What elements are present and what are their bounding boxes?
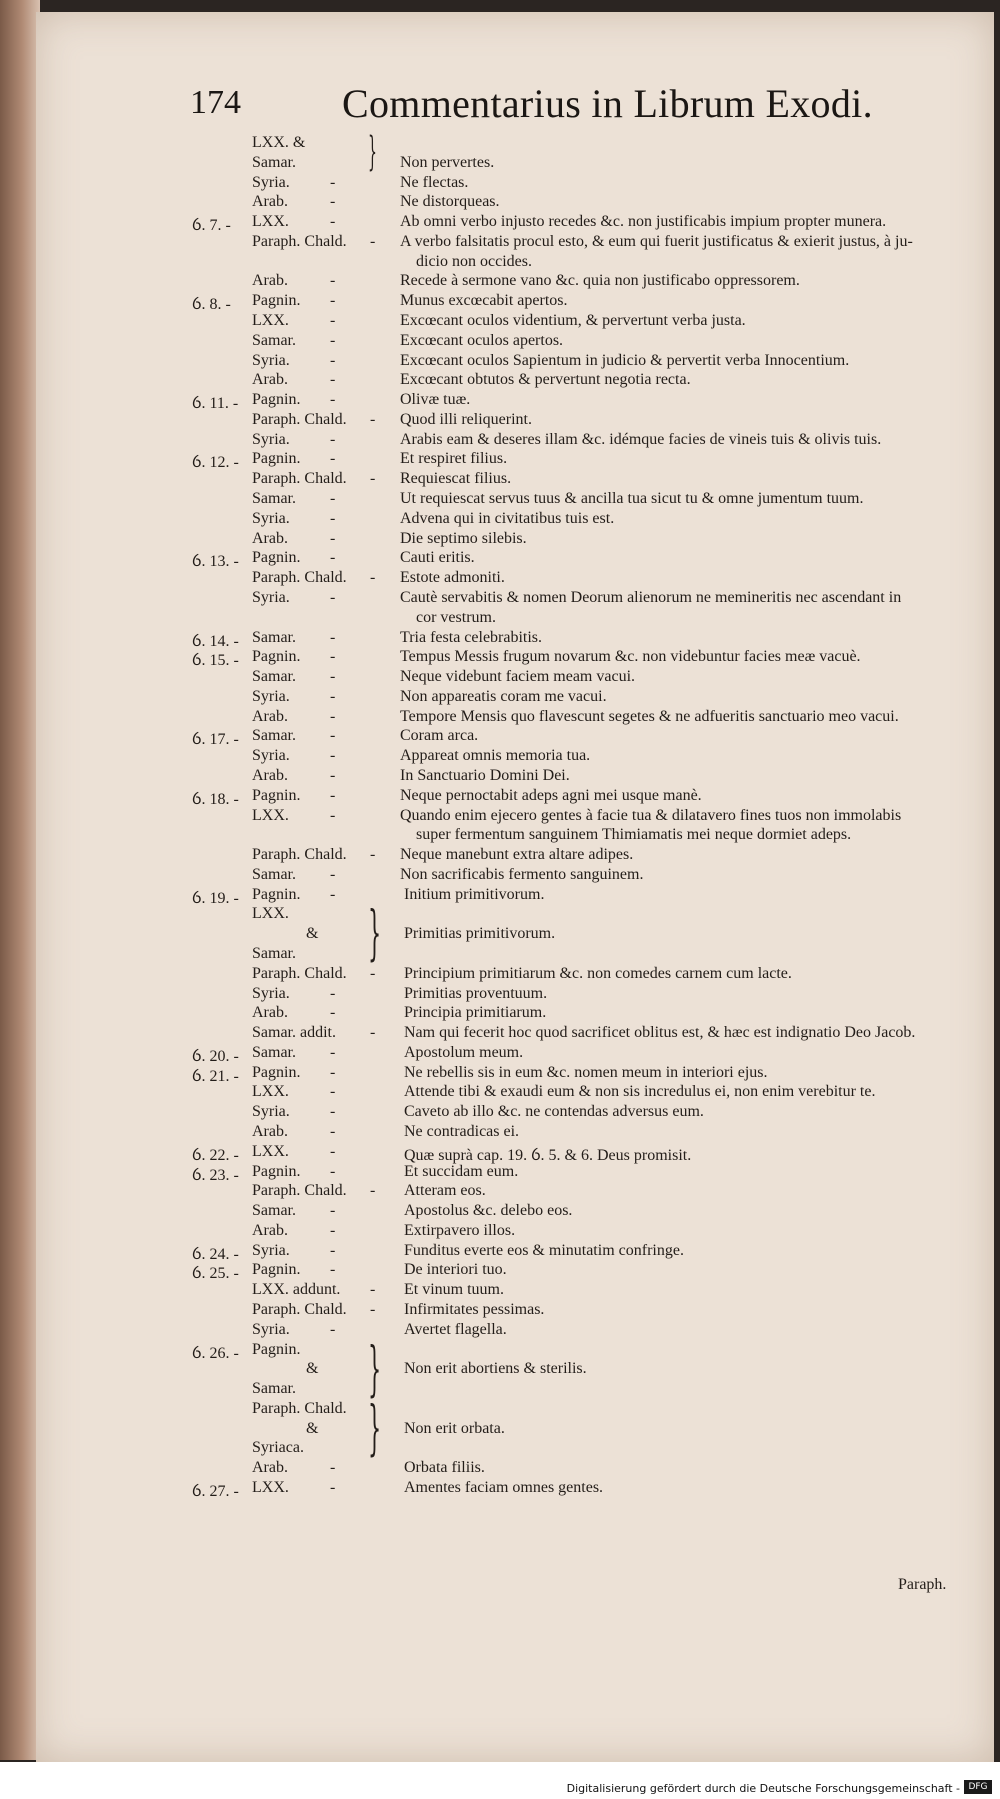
translation-text: Cautè servabitis & nomen Deorum alienorum ne memineritis nec ascendant in [400, 588, 902, 606]
verse-number: ỽ. 18. - [192, 790, 239, 808]
source-label: Syria. [252, 1320, 290, 1338]
translation-text: Primitias proventuum. [404, 984, 548, 1002]
commentary-line [0, 154, 1000, 174]
translation-text: Quod illi reliquerint. [400, 410, 532, 428]
commentary-line [0, 1380, 1000, 1400]
commentary-line [0, 1439, 1000, 1459]
source-label: Arab. [252, 371, 288, 389]
translation-text: Excœcant obtutos & pervertunt negotia recta. [400, 371, 691, 389]
translation-text: Requiescat filius. [400, 470, 512, 488]
source-label: LXX. [252, 213, 289, 231]
dash-separator: - [330, 1261, 336, 1279]
dash-separator: - [330, 984, 336, 1002]
translation-text: Ne flectas. [400, 173, 469, 191]
dash-separator: - [330, 490, 336, 508]
commentary-line [0, 629, 1000, 649]
source-label: Pagnin. [252, 786, 301, 804]
translation-text: Principia primitiarum. [404, 1004, 547, 1022]
translation-text: Excœcant oculos videntium, & pervertunt verba justa. [400, 312, 746, 330]
translation-text: Infirmitates pessimas. [404, 1301, 545, 1319]
commentary-line [0, 1182, 1000, 1202]
translation-text: Nam qui fecerit hoc quod sacrificet oblitus est, & hæc est indignatio Deo Jacob. [404, 1024, 916, 1042]
source-label: Arab. [252, 529, 288, 547]
dash-separator: - [330, 1103, 336, 1121]
source-label: Arab. [252, 1123, 288, 1140]
translation-text: Non pervertes. [400, 153, 495, 171]
grouping-brace: } [368, 1392, 382, 1462]
commentary-line [0, 1103, 1000, 1123]
source-label: & [306, 1360, 319, 1378]
dash-separator: - [330, 707, 336, 725]
commentary-line [0, 332, 1000, 352]
commentary-line [0, 727, 1000, 747]
commentary-line [0, 965, 1000, 985]
source-label: Paraph. Chald. [252, 964, 347, 982]
verse-number: ỽ. 15. - [192, 652, 239, 670]
source-label: Syria. [252, 687, 290, 705]
commentary-line [0, 945, 1000, 965]
commentary-line [0, 213, 1000, 233]
commentary-line [0, 569, 1000, 589]
translation-text: Quæ suprà cap. 19. ỽ. 5. & 6. Deus promisit. [404, 1146, 692, 1164]
commentary-line [0, 609, 1000, 629]
dash-separator: - [330, 549, 336, 567]
commentary-line [0, 193, 1000, 213]
commentary-line [0, 708, 1000, 728]
translation-text: Caveto ab illo &c. ne contendas adversus eum. [404, 1103, 704, 1121]
translation-text: Ne contradicas ei. [404, 1123, 520, 1140]
commentary-line [0, 886, 1000, 906]
commentary-line [0, 866, 1000, 886]
commentary-line [0, 807, 1000, 827]
translation-text: Neque videbunt faciem meam vacui. [400, 668, 636, 686]
source-label: LXX. [252, 806, 289, 824]
commentary-line [0, 767, 1000, 787]
verse-number: ỽ. 25. - [192, 1265, 239, 1283]
translation-text: Attende tibi & exaudi eum & non sis incredulus ei, non enim verebitur te. [404, 1083, 876, 1101]
source-label: Pagnin. [252, 450, 301, 468]
dash-separator: - [330, 529, 336, 547]
dash-separator: - [330, 747, 336, 765]
commentary-line [0, 411, 1000, 431]
source-label: Arab. [252, 766, 288, 784]
dash-separator: - [370, 232, 376, 250]
source-label: Pagnin. [252, 1162, 301, 1180]
commentary-line [0, 1341, 1000, 1361]
commentary-line [0, 233, 1000, 253]
commentary-line [0, 470, 1000, 490]
commentary-line [0, 352, 1000, 372]
commentary-line [0, 925, 1000, 945]
source-label: LXX. addunt. [252, 1281, 341, 1299]
source-label: Pagnin. [252, 648, 301, 666]
translation-text: Tria festa celebrabitis. [400, 628, 543, 646]
verse-number: ỽ. 13. - [192, 553, 239, 571]
dash-separator: - [330, 628, 336, 646]
translation-text: Ne distorqueas. [400, 193, 500, 211]
source-label: Pagnin. [252, 1261, 301, 1279]
commentary-line [0, 1420, 1000, 1440]
commentary-line [0, 1202, 1000, 1222]
source-label: Samar. [252, 628, 296, 646]
commentary-line [0, 1459, 1000, 1479]
commentary-line [0, 1024, 1000, 1044]
translation-continuation: cor vestrum. [416, 608, 496, 626]
dash-separator: - [330, 1063, 336, 1081]
commentary-line [0, 846, 1000, 866]
translation-text: Tempus Messis frugum novarum &c. non videbuntur facies meæ vacuè. [400, 648, 861, 666]
catchword: Paraph. [898, 1576, 947, 1593]
translation-text: Olivæ tuæ. [400, 391, 471, 409]
commentary-line [0, 450, 1000, 470]
commentary-line [0, 549, 1000, 569]
source-label: LXX. [252, 905, 289, 923]
dash-separator: - [330, 1221, 336, 1239]
commentary-line [0, 747, 1000, 767]
dash-separator: - [330, 193, 336, 211]
source-label: Samar. [252, 865, 296, 883]
dash-separator: - [330, 331, 336, 349]
translation-continuation: super fermentum sanguinem Thimiamatis mei neque dormiet adeps. [416, 826, 852, 844]
dash-separator: - [330, 1142, 336, 1160]
footer-credit: Digitalisierung gefördert durch die Deutsche Forschungsgemeinschaft - [566, 1782, 960, 1795]
translation-text: Orbata filiis. [404, 1459, 485, 1477]
source-label: LXX. [252, 1083, 289, 1101]
commentary-line [0, 1281, 1000, 1301]
translation-text: Cauti eritis. [400, 549, 475, 567]
source-label: Syriaca. [252, 1439, 304, 1457]
translation-text: Neque manebunt extra altare adipes. [400, 846, 634, 864]
dash-separator: - [330, 865, 336, 883]
source-label: Arab. [252, 1221, 288, 1239]
dash-separator: - [330, 450, 336, 468]
translation-text: Et vinum tuum. [404, 1281, 504, 1299]
source-label: Paraph. Chald. [252, 1301, 347, 1319]
dash-separator: - [370, 1024, 376, 1042]
dash-separator: - [370, 410, 376, 428]
source-label: Paraph. Chald. [252, 232, 347, 250]
dash-separator: - [330, 1004, 336, 1022]
commentary-line [0, 1479, 1000, 1499]
commentary-line [0, 1143, 1000, 1163]
dfg-logo: DFG [964, 1780, 992, 1794]
dash-separator: - [330, 1043, 336, 1061]
translation-text: Excœcant oculos Sapientum in judicio & pervertit verba Innocentium. [400, 351, 850, 369]
source-label: Paraph. Chald. [252, 1399, 347, 1417]
source-label: Samar. addit. [252, 1024, 336, 1042]
source-label: Samar. [252, 1380, 296, 1398]
dash-separator: - [330, 371, 336, 389]
dash-separator: - [370, 1182, 376, 1200]
dash-separator: - [330, 391, 336, 409]
source-label: Syria. [252, 1241, 290, 1259]
translation-text: Die septimo silebis. [400, 529, 527, 547]
commentary-line [0, 490, 1000, 510]
commentary-line [0, 1044, 1000, 1064]
dash-separator: - [330, 1083, 336, 1101]
translation-text: Appareat omnis memoria tua. [400, 747, 591, 765]
commentary-line [0, 688, 1000, 708]
translation-text: Et succidam eum. [404, 1162, 519, 1180]
translation-text: Atteram eos. [404, 1182, 486, 1200]
source-label: Pagnin. [252, 549, 301, 567]
dash-separator: - [330, 588, 336, 606]
translation-text: Apostolum meum. [404, 1043, 524, 1061]
dash-separator: - [330, 786, 336, 804]
source-label: Paraph. Chald. [252, 846, 347, 864]
grouping-brace: } [368, 1333, 382, 1403]
translation-text: Principium primitiarum &c. non comedes carnem cum lacte. [404, 964, 792, 982]
source-label: Syria. [252, 588, 290, 606]
translation-text: Non erit orbata. [404, 1419, 505, 1437]
commentary-line [0, 312, 1000, 332]
dash-separator: - [330, 1123, 336, 1140]
verse-number: ỽ. 24. - [192, 1245, 239, 1263]
verse-number: ỽ. 23. - [192, 1166, 239, 1184]
source-label: Samar. [252, 944, 296, 962]
commentary-line [0, 1360, 1000, 1380]
verse-number: ỽ. 19. - [192, 889, 239, 907]
verse-number: ỽ. 11. - [192, 395, 239, 413]
commentary-line [0, 985, 1000, 1005]
verse-number: ỽ. 8. - [192, 296, 231, 314]
source-label: Arab. [252, 272, 288, 290]
dash-separator: - [370, 964, 376, 982]
dash-separator: - [330, 648, 336, 666]
translation-text: A verbo falsitatis procul esto, & eum qui fuerit justificatus & exierit justus, à ju- [400, 232, 913, 250]
grouping-brace: } [368, 129, 377, 175]
dash-separator: - [370, 1301, 376, 1319]
source-label: & [306, 1419, 319, 1437]
commentary-line [0, 668, 1000, 688]
commentary-line [0, 1301, 1000, 1321]
source-label: Samar. [252, 727, 296, 745]
verse-number: ỽ. 14. - [192, 632, 239, 650]
verse-number: ỽ. 20. - [192, 1047, 239, 1065]
translation-text: Apostolus &c. delebo eos. [404, 1202, 573, 1220]
translation-text: Neque pernoctabit adeps agni mei usque manè. [400, 786, 702, 804]
commentary-line [0, 1163, 1000, 1183]
commentary-line [0, 589, 1000, 609]
source-label: Samar. [252, 331, 296, 349]
source-label: Pagnin. [252, 1340, 301, 1358]
source-label: Arab. [252, 1004, 288, 1022]
verse-number: ỽ. 26. - [192, 1344, 239, 1362]
dash-separator: - [330, 1479, 336, 1497]
source-label: Paraph. Chald. [252, 470, 347, 488]
source-label: Syria. [252, 1103, 290, 1121]
dash-separator: - [330, 173, 336, 191]
translation-text: Non appareatis coram me vacui. [400, 687, 607, 705]
dash-separator: - [370, 470, 376, 488]
source-label: Samar. [252, 490, 296, 508]
commentary-line [0, 510, 1000, 530]
commentary-line [0, 1083, 1000, 1103]
dash-separator: - [330, 509, 336, 527]
commentary-line [0, 530, 1000, 550]
translation-text: Initium primitivorum. [404, 885, 545, 903]
dash-separator: - [330, 272, 336, 290]
source-label: LXX. [252, 1479, 289, 1497]
dash-separator: - [330, 885, 336, 903]
dash-separator: - [330, 668, 336, 686]
translation-continuation: dicio non occides. [416, 252, 532, 270]
translation-text: In Sanctuario Domini Dei. [400, 766, 570, 784]
page-title: Commentarius in Librum Exodi. [342, 81, 873, 126]
dash-separator: - [330, 766, 336, 784]
source-label: Pagnin. [252, 885, 301, 903]
commentary-line [0, 391, 1000, 411]
dash-separator: - [330, 1241, 336, 1259]
dash-separator: - [330, 727, 336, 745]
translation-text: Excœcant oculos apertos. [400, 331, 564, 349]
dash-separator: - [330, 351, 336, 369]
verse-number: ỽ. 22. - [192, 1146, 239, 1164]
translation-text: Recede à sermone vano &c. quia non justificabo oppressorem. [400, 272, 800, 290]
translation-text: Non sacrificabis fermento sanguinem. [400, 865, 644, 883]
source-label: Syria. [252, 173, 290, 191]
commentary-line [0, 1064, 1000, 1084]
translation-text: Advena qui in civitatibus tuis est. [400, 509, 615, 527]
commentary-line [0, 431, 1000, 451]
translation-text: Quando enim ejecero gentes à facie tua & dilatavero fines tuos non immolabis [400, 806, 902, 824]
commentary-line [0, 1222, 1000, 1242]
translation-text: Extirpavero illos. [404, 1221, 516, 1239]
translation-text: Ut requiescat servus tuus & ancilla tua sicut tu & omne jumentum tuum. [400, 490, 864, 508]
verse-number: ỽ. 21. - [192, 1067, 239, 1085]
translation-text: Tempore Mensis quo flavescunt segetes & ne adfueritis sanctuario meo vacui. [400, 707, 899, 725]
translation-text: Et respiret filius. [400, 450, 508, 468]
source-label: Paraph. Chald. [252, 1182, 347, 1200]
dash-separator: - [330, 687, 336, 705]
verse-number: ỽ. 7. - [192, 217, 231, 235]
commentary-line [0, 1123, 1000, 1143]
verse-number: ỽ. 17. - [192, 731, 239, 749]
dash-separator: - [370, 569, 376, 587]
grouping-brace: } [368, 898, 382, 968]
dash-separator: - [330, 213, 336, 231]
dash-separator: - [370, 846, 376, 864]
commentary-line [0, 1261, 1000, 1281]
commentary-line [0, 272, 1000, 292]
source-label: Syria. [252, 509, 290, 527]
commentary-line [0, 371, 1000, 391]
dash-separator: - [370, 1281, 376, 1299]
translation-text: Munus excœcabit apertos. [400, 292, 568, 310]
translation-text: De interiori tuo. [404, 1261, 507, 1279]
translation-text: Coram arca. [400, 727, 479, 745]
commentary-line [0, 787, 1000, 807]
commentary-line [0, 1321, 1000, 1341]
translation-text: Primitias primitivorum. [404, 925, 556, 943]
translation-text: Funditus everte eos & minutatim confringe. [404, 1241, 684, 1259]
dash-separator: - [330, 1202, 336, 1220]
source-label: Samar. [252, 1202, 296, 1220]
commentary-line [0, 826, 1000, 846]
commentary-line [0, 134, 1000, 154]
dash-separator: - [330, 1459, 336, 1477]
translation-text: Arabis eam & deseres illam &c. idémque facies de vineis tuis & olivis tuis. [400, 430, 882, 448]
translation-text: Ne rebellis sis in eum &c. nomen meum in interiori ejus. [404, 1063, 768, 1081]
commentary-line [0, 905, 1000, 925]
source-label: Samar. [252, 1043, 296, 1061]
dash-separator: - [330, 430, 336, 448]
verse-number: ỽ. 12. - [192, 454, 239, 472]
translation-text: Avertet flagella. [404, 1320, 507, 1338]
source-label: Pagnin. [252, 292, 301, 310]
translation-text: Non erit abortiens & sterilis. [404, 1360, 587, 1378]
source-label: Samar. [252, 153, 296, 171]
translation-text: Ab omni verbo injusto recedes &c. non justificabis impium propter munera. [400, 213, 887, 231]
source-label: Arab. [252, 193, 288, 211]
dash-separator: - [330, 292, 336, 310]
source-label: Paraph. Chald. [252, 569, 347, 587]
commentary-line [0, 1004, 1000, 1024]
source-label: Arab. [252, 707, 288, 725]
translation-text: Estote admoniti. [400, 569, 505, 587]
source-label: Pagnin. [252, 391, 301, 409]
translation-text: Amentes faciam omnes gentes. [404, 1479, 604, 1497]
source-label: Syria. [252, 430, 290, 448]
source-label: LXX. & [252, 134, 306, 151]
commentary-line [0, 292, 1000, 312]
commentary-line [0, 648, 1000, 668]
source-label: Pagnin. [252, 1063, 301, 1081]
dash-separator: - [330, 1320, 336, 1338]
dash-separator: - [330, 1162, 336, 1180]
commentary-line [0, 1242, 1000, 1262]
source-label: & [306, 925, 319, 943]
commentary-line [0, 253, 1000, 273]
source-label: Samar. [252, 668, 296, 686]
page-number: 174 [190, 84, 241, 121]
source-label: Paraph. Chald. [252, 410, 347, 428]
commentary-line [0, 174, 1000, 194]
source-label: Arab. [252, 1459, 288, 1477]
source-label: Syria. [252, 747, 290, 765]
source-label: LXX. [252, 1142, 289, 1160]
source-label: Syria. [252, 984, 290, 1002]
source-label: Syria. [252, 351, 290, 369]
dash-separator: - [330, 806, 336, 824]
verse-number: ỽ. 27. - [192, 1483, 239, 1501]
commentary-line [0, 1400, 1000, 1420]
dash-separator: - [330, 312, 336, 330]
source-label: LXX. [252, 312, 289, 330]
